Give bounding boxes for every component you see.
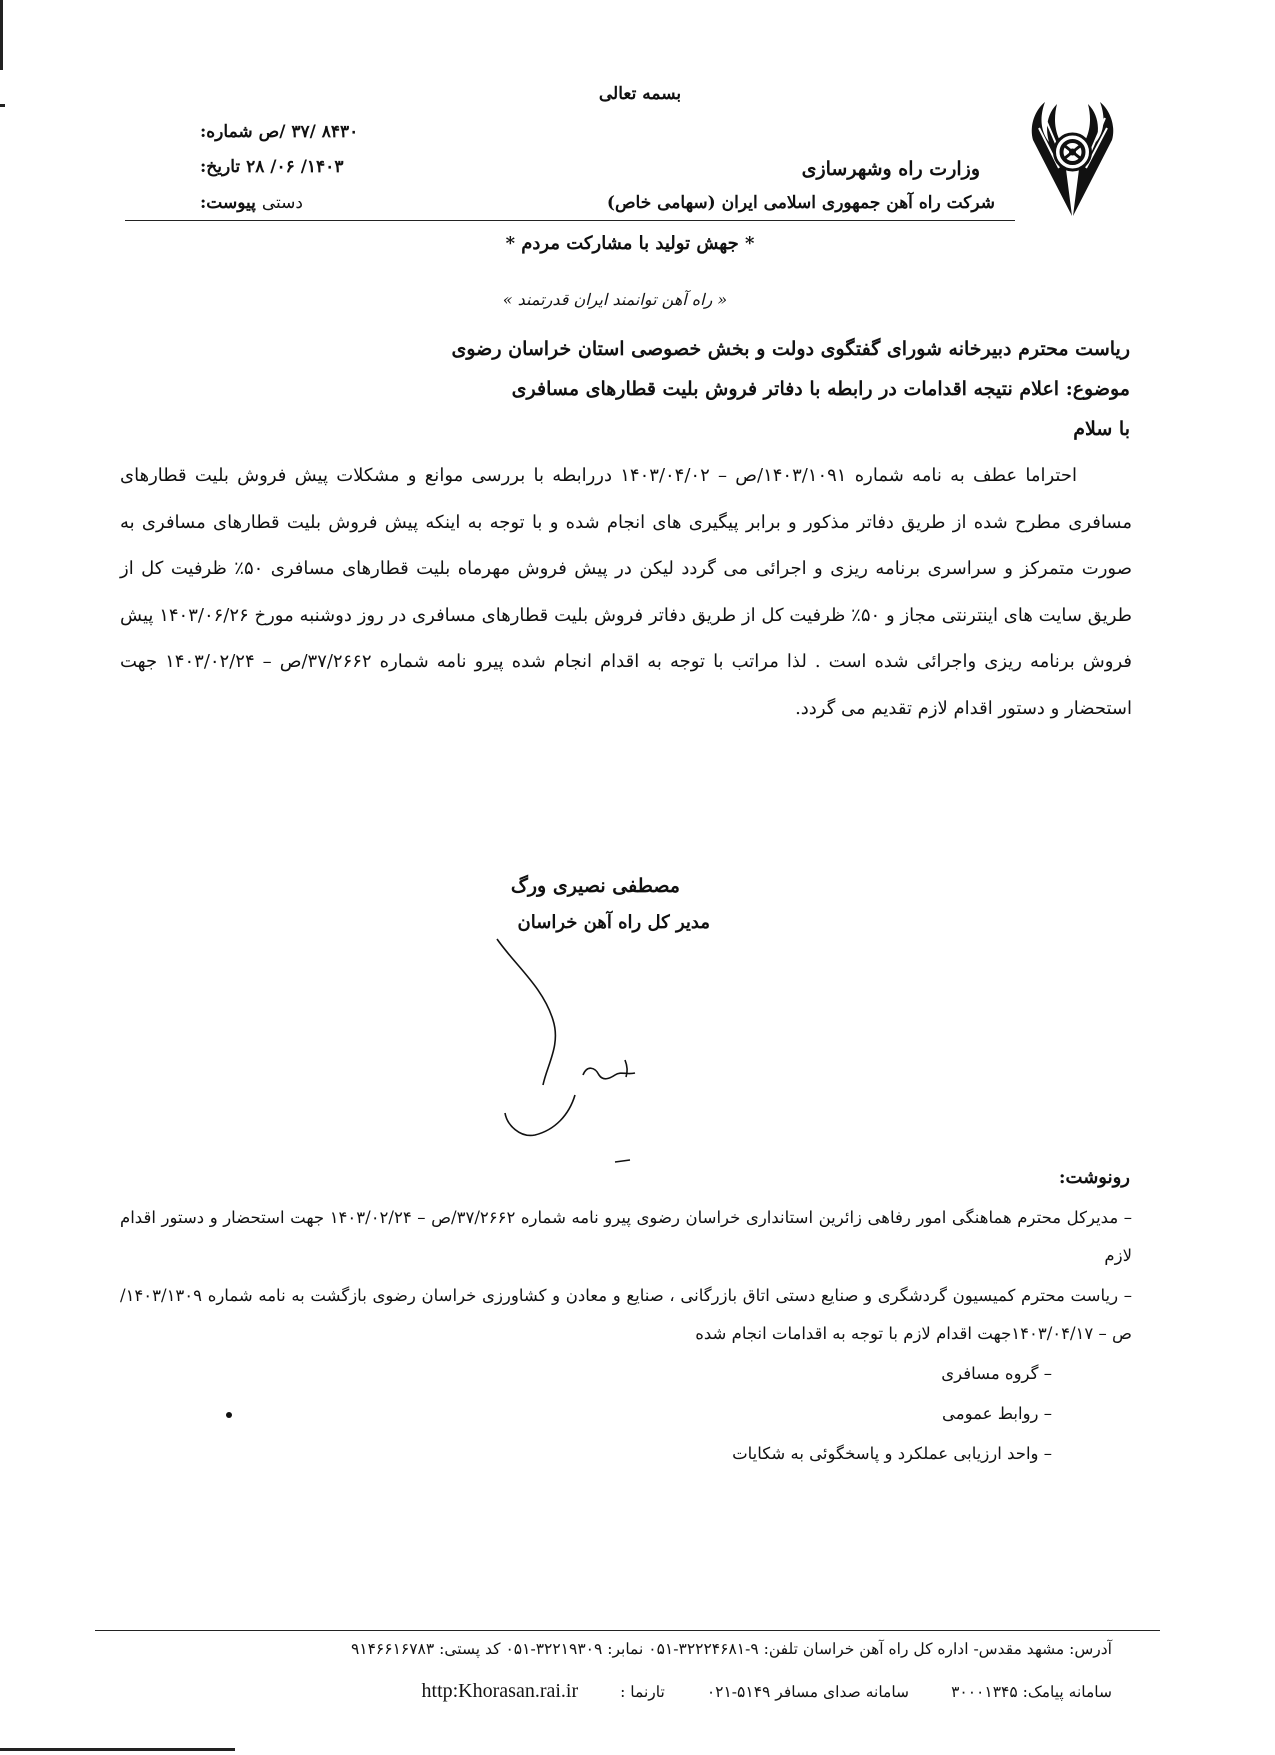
letter-attachment [200, 193, 380, 213]
basmala: بسمه تعالی [598, 84, 682, 104]
letter-number-value: ۸۴۳۰ /۳۷ /ص [258, 122, 359, 142]
cc-item: – واحد ارزیابی عملکرد و پاسخگوئی به شکایات [732, 1444, 1052, 1463]
recipient: ریاست محترم دبیرخانه شورای گفتگوی دولت و بخش خصوصی استان خراسان رضوی [451, 338, 1130, 360]
cc-item: – مدیرکل محترم هماهنگی امور رفاهی زائرین استانداری خراسان رضوی پیرو نامه شماره ۳۷/۲۶۶۲/ص – ۱۴۰۳/۰۲/۲۴ جهت استحضار و دستور اقدام لازم [120, 1208, 1132, 1265]
footer-address: آدرس: مشهد مقدس- اداره کل راه آهن خراسان تلفن: ۹-۳۲۲۲۴۶۸۱-۰۵۱ نمابر: ۳۲۲۱۹۳۰۹-۰۵۱ کد پستی: ۹۱۴۶۶۱۶۷۸۳ [350, 1640, 1112, 1658]
footer-contacts [150, 1680, 1112, 1703]
handwritten-signature [495, 925, 675, 1175]
ministry-name: وزارت راه وشهرسازی [801, 158, 980, 180]
greeting: با سلام [1073, 418, 1130, 440]
signer-title: مدیر کل راه آهن خراسان [517, 912, 710, 933]
sms-system: سامانه پیامک: ۳۰۰۰۱۳۴۵ [951, 1683, 1112, 1701]
winged-railway-emblem-icon [1025, 88, 1120, 220]
scan-edge-mark [0, 0, 3, 70]
scan-dot [226, 1412, 232, 1418]
slogan: « راه آهن توانمند ایران قدرتمند » [502, 290, 728, 309]
header-divider [125, 220, 1015, 221]
website-label: تارنما : [620, 1683, 665, 1701]
company-name: شرکت راه آهن جمهوری اسلامی ایران (سهامی خاص) [606, 193, 995, 213]
body-paragraph-container [120, 453, 1132, 732]
website-link[interactable]: http:Khorasan.rai.ir [421, 1680, 579, 1702]
body-paragraph: احتراما عطف به نامه شماره ۱۴۰۳/۱۰۹۱/ص – ۱۴۰۳/۰۴/۰۲ دررابطه با بررسی موانع و مشکلات پیش فروش بلیت قطارهای مسافری مطرح شده از طریق دفاتر مذکور و برابر پیگیری های انجام شده و با توجه به اینکه پیش فروش بلیت قطارهای مسافری به صورت متمرکز و سراسری برنامه ریزی و اجرائی می گردد لیکن در پیش فروش مهرماه بلیت قطارهای مسافری ۵۰٪ ظرفیت کل از طریق سایت های اینترنتی مجاز و ۵۰٪ ظرفیت کل از طریق دفاتر فروش بلیت قطارهای مسافری در روز دوشنبه مورخ ۱۴۰۳/۰۶/۲۶ پیش فروش برنامه ریزی واجرائی شده است . لذا مراتب با توجه به اقدام انجام شده پیرو نامه شماره ۳۷/۲۶۶۲/ص – ۱۴۰۳/۰۲/۲۴ جهت استحضار و دستور اقدام لازم تقدیم می گردد. [120, 465, 1132, 719]
signer-name: مصطفی نصیری ورگ [510, 875, 680, 897]
attachment-label: پیوست: [200, 193, 256, 213]
letter-date [200, 157, 380, 177]
letter-date-value: ۱۴۰۳/ ۰۶/ ۲۸ [246, 157, 344, 177]
cc-list [120, 1199, 1132, 1475]
footer-divider [95, 1630, 1160, 1631]
attachment-value: دستی [261, 193, 303, 213]
scan-edge-bottom [0, 1748, 235, 1751]
letter-number-label: شماره: [200, 122, 253, 142]
cc-item: – روابط عمومی [941, 1404, 1052, 1423]
cc-title: رونوشت: [1058, 1167, 1130, 1188]
cc-item: – ریاست محترم کمیسیون گردشگری و صنایع دستی اتاق بازرگانی ، صنایع و معادن و کشاورزی خراسان رضوی بازگشت به نامه شماره ۱۴۰۳/۱۳۰۹/ص – ۱۴۰۳/۰۴/۱۷جهت اقدام لازم با توجه به اقدامات انجام شده [120, 1286, 1132, 1343]
subject: موضوع: اعلام نتیجه اقدامات در رابطه با دفاتر فروش بلیت قطارهای مسافری [511, 378, 1130, 400]
scan-edge-tick [0, 104, 5, 107]
motto: * جهش تولید با مشارکت مردم * [505, 233, 755, 254]
letter-number [200, 122, 380, 142]
cc-item: – گروه مسافری [941, 1364, 1052, 1383]
letter-date-label: تاریخ: [200, 157, 241, 177]
passenger-voice-system: سامانه صدای مسافر ۵۱۴۹-۰۲۱ [706, 1683, 910, 1701]
